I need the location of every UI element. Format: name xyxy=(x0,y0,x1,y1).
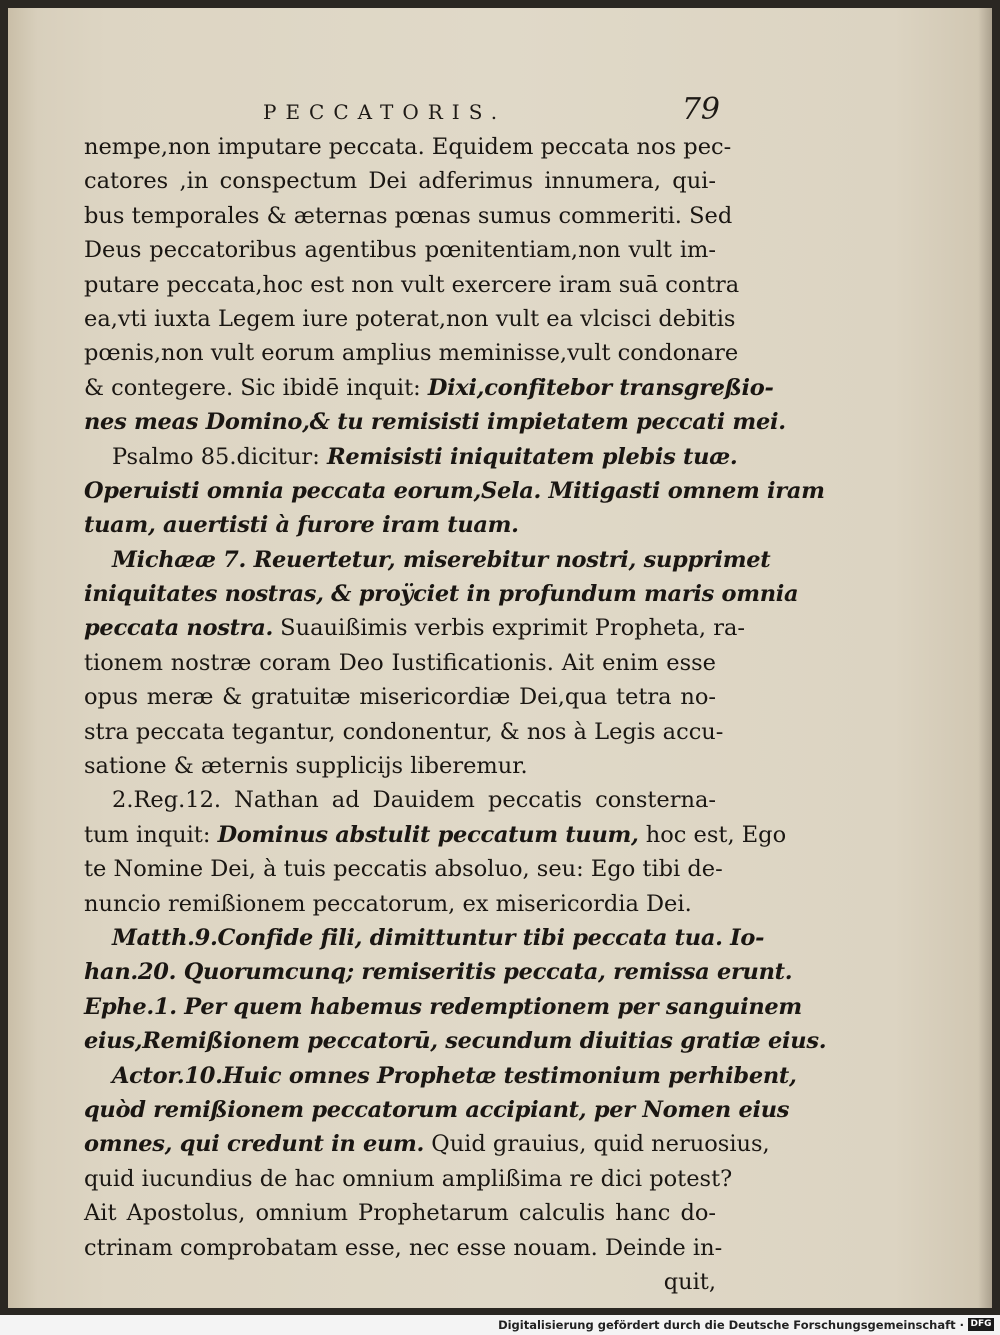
text-line xyxy=(84,371,774,405)
text-line xyxy=(84,990,802,1024)
text-line-segment: & contegere. Sic ibidē inquit: xyxy=(84,374,428,401)
text-line-segment: tionem nostræ coram Deo Iustificationis. Ait enim esse xyxy=(84,649,716,676)
text-line-segment: tuam, auertisti à furore iram tuam. xyxy=(84,512,519,539)
text-line-segment: eius,Remißionem peccatorū, secundum diuitias gratiæ eius. xyxy=(84,1028,827,1055)
text-line xyxy=(84,1265,716,1299)
body-text xyxy=(84,130,827,1299)
text-line-italic-segment: Dixi,confitebor transgreßio- xyxy=(427,374,774,401)
text-line xyxy=(84,336,739,370)
text-line-segment: peccata nostra. xyxy=(84,615,274,642)
text-line xyxy=(84,199,733,233)
text-line-segment: han.20. Quorumcunq; remiseritis peccata, remissa erunt. xyxy=(84,959,793,986)
text-line-segment: omnes, qui credunt in eum. xyxy=(84,1131,425,1158)
text-line xyxy=(84,680,716,714)
text-line xyxy=(84,233,716,267)
text-line-segment: tum inquit: xyxy=(84,821,218,848)
text-line xyxy=(84,783,716,817)
text-line xyxy=(84,921,765,955)
text-line xyxy=(84,577,799,611)
text-line xyxy=(84,749,716,783)
text-line-segment: Ait Apostolus, omnium Prophetarum calculis hanc do- xyxy=(84,1200,716,1227)
text-line xyxy=(84,508,716,542)
text-line xyxy=(84,164,716,198)
text-line-segment: opus meræ & gratuitæ misericordiæ Dei,qua tetra no- xyxy=(84,684,716,711)
text-line xyxy=(84,1162,733,1196)
text-line xyxy=(84,474,825,508)
funding-credit: Digitalisierung gefördert durch die Deutsche Forschungsgemeinschaft · xyxy=(498,1318,964,1332)
text-line xyxy=(84,1024,827,1058)
text-line-roman-segment: Suauißimis verbis exprimit Propheta, ra- xyxy=(273,615,745,642)
text-line-italic-segment: Dominus abstulit peccatum tuum, xyxy=(217,821,639,848)
text-line xyxy=(84,887,716,921)
text-line xyxy=(84,440,738,474)
text-line-segment: stra peccata tegantur, condonentur, & nos à Legis accu- xyxy=(84,718,724,745)
text-line-segment: quit, xyxy=(663,1268,716,1295)
text-line-segment: 2.Reg.12. Nathan ad Dauidem peccatis consterna- xyxy=(112,787,716,814)
page-number: 79 xyxy=(681,92,720,127)
text-line xyxy=(84,543,771,577)
text-line-segment: quòd remißionem peccatorum accipiant, per Nomen eius xyxy=(84,1096,790,1123)
running-head: PECCATORIS. xyxy=(263,100,507,124)
text-line-segment: satione & æternis supplicijs liberemur. xyxy=(84,753,528,780)
text-line-segment: putare peccata,hoc est non vult exercere iram suā contra xyxy=(84,271,740,298)
text-line xyxy=(84,955,793,989)
text-line xyxy=(84,1231,723,1265)
dfg-logo: DFG xyxy=(968,1318,994,1331)
text-line xyxy=(84,1127,770,1161)
text-line-segment: Deus peccatoribus agentibus pœnitentiam,non vult im- xyxy=(84,237,716,264)
text-line xyxy=(84,405,786,439)
text-line-segment: ea,vti iuxta Legem iure poterat,non vult ea vlcisci debitis xyxy=(84,305,736,332)
text-line-roman-segment: Quid grauius, quid neruosius, xyxy=(424,1131,770,1158)
text-line-segment: Michææ 7. Reuertetur, miserebitur nostri, supprimet xyxy=(112,546,771,573)
text-line-segment: nes meas Domino,& tu remisisti impietatem peccati mei. xyxy=(84,409,786,436)
text-line-roman-segment: hoc est, Ego xyxy=(638,821,787,848)
text-line xyxy=(84,1059,797,1093)
text-line xyxy=(84,611,745,645)
text-line-italic-segment: Remisisti iniquitatem plebis tuæ. xyxy=(326,443,738,470)
text-line-segment: Operuisti omnia peccata eorum,Sela. Mitigasti omnem iram xyxy=(84,477,825,504)
text-line xyxy=(84,268,740,302)
text-line-segment: catores ,in conspectum Dei adferimus innumera, qui- xyxy=(84,168,716,195)
text-line-segment: Psalmo 85.dicitur: xyxy=(112,443,327,470)
text-line xyxy=(84,302,736,336)
text-line-segment: nempe,non imputare peccata. Equidem peccata nos pec- xyxy=(84,134,732,160)
text-line-segment: te Nomine Dei, à tuis peccatis absoluo, seu: Ego tibi de- xyxy=(84,856,723,883)
text-line-segment: pœnis,non vult eorum amplius meminisse,vult condonare xyxy=(84,340,739,367)
text-line xyxy=(84,852,723,886)
text-line xyxy=(84,715,724,749)
page-header xyxy=(88,92,728,132)
text-line xyxy=(84,130,732,164)
text-line-segment: Matth.9.Confide fili, dimittuntur tibi peccata tua. Io- xyxy=(112,924,765,951)
text-line-segment: ctrinam comprobatam esse, nec esse nouam. Deinde in- xyxy=(84,1234,723,1261)
text-line-segment: bus temporales & æternas pœnas sumus commeriti. Sed xyxy=(84,202,733,229)
text-line-segment: Actor.10.Huic omnes Prophetæ testimonium perhibent, xyxy=(112,1062,797,1089)
digitization-footer xyxy=(0,1315,1000,1335)
text-line-segment: Ephe.1. Per quem habemus redemptionem per sanguinem xyxy=(84,993,802,1020)
text-line xyxy=(84,646,716,680)
text-line xyxy=(84,818,787,852)
text-line xyxy=(84,1093,790,1127)
text-line-segment: iniquitates nostras, & proÿciet in profundum maris omnia xyxy=(84,581,799,608)
text-line-segment: quid iucundius de hac omnium amplißima re dici potest? xyxy=(84,1165,733,1192)
text-line xyxy=(84,1196,716,1230)
text-line-segment: nuncio remißionem peccatorum, ex misericordia Dei. xyxy=(84,890,692,917)
